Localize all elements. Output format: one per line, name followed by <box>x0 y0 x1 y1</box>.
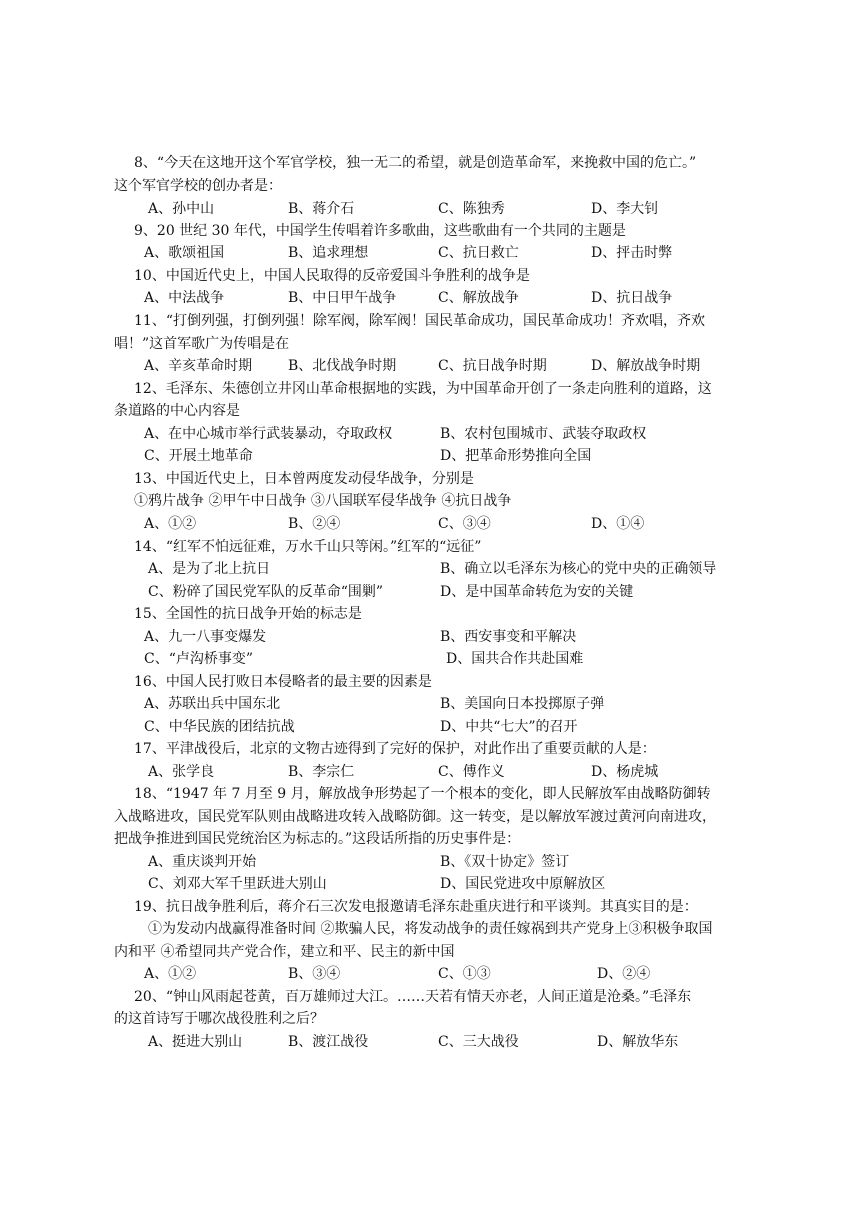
question-16-option-b: B、美国向日本投掷原子弹 <box>440 696 605 712</box>
question-16-option-a: A、苏联出兵中国东北 <box>144 696 281 712</box>
question-16-option-c: C、中华民族的团结抗战 <box>144 719 295 735</box>
question-20-option-b: B、渡江战役 <box>288 1034 369 1050</box>
question-12-option-d: D、把革命形势推向全国 <box>440 448 592 464</box>
question-19-stem-line-2: ①为发动内战赢得准备时间 ②欺骗人民，将发动战争的责任嫁祸到共产党身上③积极争取国 <box>148 921 713 937</box>
question-20-stem-line-2: 的这首诗写于哪次战役胜利之后？ <box>114 1011 324 1027</box>
question-14-option-b: B、确立以毛泽东为核心的党中央的正确领导 <box>440 561 717 577</box>
question-11-option-d: D、解放战争时期 <box>591 358 701 374</box>
question-17-option-c: C、傅作义 <box>438 764 505 780</box>
question-15-option-d: D、国共合作共赴国难 <box>446 651 584 667</box>
question-8-option-c: C、陈独秀 <box>438 201 505 217</box>
question-10-option-a: A、中法战争 <box>144 290 225 306</box>
question-14-option-d: D、是中国革命转危为安的关键 <box>440 584 634 600</box>
question-17-option-b: B、李宗仁 <box>288 764 355 780</box>
question-14-option-c: C、粉碎了国民党军队的反革命“围剿” <box>148 584 384 600</box>
question-8-option-a: A、孙中山 <box>148 201 215 217</box>
question-15-option-b: B、西安事变和平解决 <box>440 629 577 645</box>
question-9-option-c: C、抗日救亡 <box>438 245 519 261</box>
question-12-option-c: C、开展土地革命 <box>144 448 253 464</box>
question-18-option-c: C、刘邓大军千里跃进大别山 <box>148 876 327 892</box>
question-16-option-d: D、中共“七大”的召开 <box>440 719 578 735</box>
question-18-option-d: D、国民党进攻中原解放区 <box>440 876 606 892</box>
question-19-stem-line-3: 内和平 ④希望同共产党合作，建立和平、民主的新中国 <box>114 944 455 960</box>
question-11-stem-line-2: 唱！”这首军歌广为传唱是在 <box>114 336 290 352</box>
question-9-option-d: D、抨击时弊 <box>591 245 673 261</box>
question-19-option-c: C、①③ <box>438 966 491 982</box>
question-10-option-b: B、中日甲午战争 <box>288 290 397 306</box>
question-11-stem-line-1: 11、“打倒列强，打倒列强！除军阀，除军阀！国民革命成功，国民革命成功！齐欢唱，齐欢 <box>134 313 705 329</box>
question-20-stem-line-1: 20、“钟山风雨起苍黄，百万雄师过大江。……天若有情天亦老，人间正道是沧桑。”毛泽东 <box>134 989 692 1005</box>
question-15-option-c: C、“卢沟桥事变” <box>144 651 254 667</box>
question-20-option-c: C、三大战役 <box>438 1034 519 1050</box>
question-12-option-a: A、在中心城市举行武装暴动，夺取政权 <box>144 426 393 442</box>
question-14-option-a: A、是为了北上抗日 <box>148 561 271 577</box>
question-11-option-c: C、抗日战争时期 <box>438 358 547 374</box>
question-10-stem-line-1: 10、中国近代史上，中国人民取得的反帝爱国斗争胜利的战争是 <box>134 268 530 284</box>
question-8-option-d: D、李大钊 <box>591 201 659 217</box>
question-19-option-a: A、①② <box>144 966 197 982</box>
question-17-option-a: A、张学良 <box>148 764 215 780</box>
question-15-stem-line-1: 15、全国性的抗日战争开始的标志是 <box>134 606 362 622</box>
question-17-option-d: D、杨虎城 <box>591 764 659 780</box>
question-18-stem-line-3: 把战争推进到国民党统治区为标志的。”这段话所指的历史事件是： <box>114 831 521 847</box>
question-11-option-b: B、北伐战争时期 <box>288 358 397 374</box>
question-19-option-b: B、③④ <box>288 966 341 982</box>
question-9-option-b: B、追求理想 <box>288 245 369 261</box>
question-19-stem-line-1: 19、抗日战争胜利后，蒋介石三次发电报邀请毛泽东赴重庆进行和平谈判。其真实目的是： <box>134 899 698 915</box>
question-8-option-b: B、蒋介石 <box>288 201 355 217</box>
question-11-option-a: A、辛亥革命时期 <box>144 358 253 374</box>
question-13-option-c: C、③④ <box>438 516 491 532</box>
question-13-option-b: B、②④ <box>288 516 341 532</box>
question-15-option-a: A、九一八事变爆发 <box>144 629 267 645</box>
question-13-stem-line-1: 13、中国近代史上，日本曾两度发动侵华战争，分别是 <box>134 471 474 487</box>
question-13-option-a: A、①② <box>144 516 197 532</box>
question-13-stem-line-2: ①鸦片战争 ②甲午中日战争 ③八国联军侵华战争 ④抗日战争 <box>134 493 512 509</box>
question-8-stem-line-1: 8、“今天在这地开这个军官学校，独一无二的希望，就是创造革命军，来挽救中国的危亡。” <box>134 155 697 171</box>
question-9-stem-line-1: 9、20 世纪 30 年代，中国学生传唱着许多歌曲，这些歌曲有一个共同的主题是 <box>134 223 626 239</box>
question-16-stem-line-1: 16、中国人民打败日本侵略者的最主要的因素是 <box>134 674 432 690</box>
question-20-option-d: D、解放华东 <box>597 1034 679 1050</box>
question-20-option-a: A、挺进大别山 <box>148 1034 243 1050</box>
question-8-stem-line-2: 这个军官学校的创办者是： <box>114 178 282 194</box>
question-10-option-c: C、解放战争 <box>438 290 519 306</box>
question-17-stem-line-1: 17、平津战役后，北京的文物古迹得到了完好的保护，对此作出了重要贡献的人是： <box>134 741 656 757</box>
question-13-option-d: D、①④ <box>591 516 645 532</box>
question-18-stem-line-1: 18、“1947 年 7 月至 9 月，解放战争形势起了一个根本的变化，即人民解放军由战略防御转 <box>134 786 711 802</box>
question-10-option-d: D、抗日战争 <box>591 290 673 306</box>
question-18-stem-line-2: 入战略进攻，国民党军队则由战略进攻转入战略防御。这一转变，是以解放军渡过黄河向南进攻， <box>114 809 716 825</box>
question-18-option-a: A、重庆谈判开始 <box>148 854 257 870</box>
question-12-stem-line-2: 条道路的中心内容是 <box>114 403 240 419</box>
question-18-option-b: B、《双十协定》签订 <box>440 854 570 870</box>
question-12-option-b: B、农村包围城市、武装夺取政权 <box>440 426 647 442</box>
question-12-stem-line-1: 12、毛泽东、朱德创立井冈山革命根据地的实践，为中国革命开创了一条走向胜利的道路，这 <box>134 381 712 397</box>
question-14-stem-line-1: 14、“红军不怕远征难，万水千山只等闲。”红军的“远征” <box>134 539 482 555</box>
question-9-option-a: A、歌颂祖国 <box>144 245 225 261</box>
question-19-option-d: D、②④ <box>597 966 651 982</box>
